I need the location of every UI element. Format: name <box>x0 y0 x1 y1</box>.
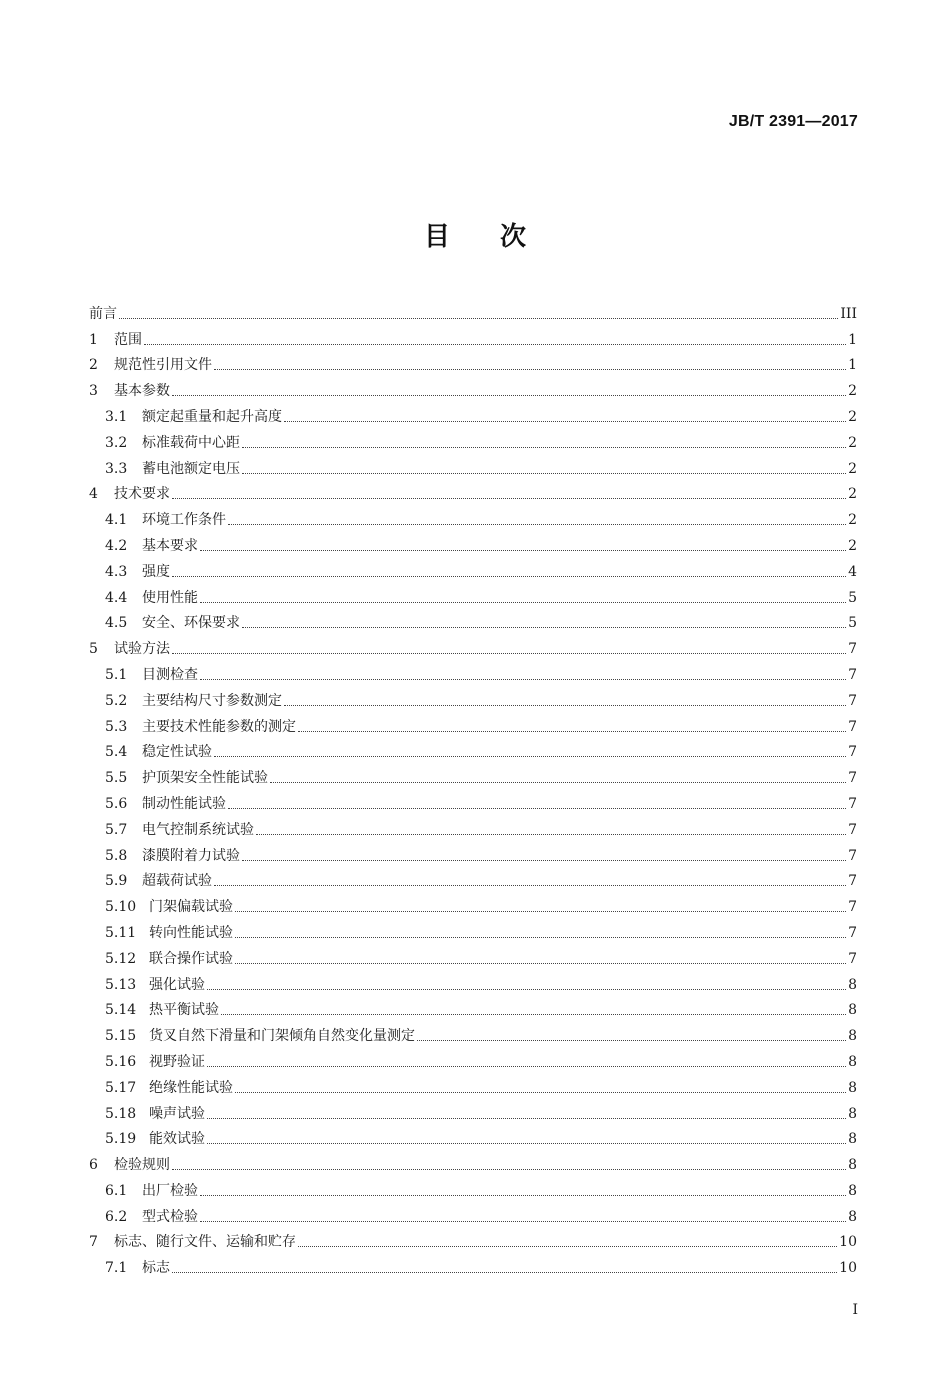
toc-entry[interactable] <box>89 1123 857 1149</box>
toc-entry-page: 2 <box>848 383 857 400</box>
toc-dot-leader <box>298 731 846 732</box>
toc-entry[interactable] <box>89 581 857 607</box>
toc-entry-page: 5 <box>848 589 857 606</box>
toc-entry-label: 门架偏载试验 <box>149 899 233 916</box>
toc-entry[interactable] <box>89 555 857 581</box>
toc-entry-number: 5.7 <box>105 821 128 838</box>
toc-dot-leader <box>172 395 846 396</box>
toc-entry-page: 8 <box>848 976 857 993</box>
toc-entry-page: 8 <box>848 1028 857 1045</box>
toc-entry-page: III <box>840 305 857 322</box>
toc-entry-label: 噪声试验 <box>149 1105 205 1122</box>
toc-entry-page: 2 <box>848 512 857 529</box>
toc-entry-number: 5.11 <box>105 924 137 941</box>
toc-entry-number: 5.2 <box>105 692 128 709</box>
toc-entry-number: 5.5 <box>105 770 128 787</box>
toc-entry[interactable] <box>89 968 857 994</box>
toc-entry[interactable] <box>89 1148 857 1174</box>
toc-entry-number: 4.4 <box>105 589 128 606</box>
toc-entry[interactable] <box>89 1226 857 1252</box>
toc-entry-label: 基本要求 <box>142 537 198 554</box>
toc-entry[interactable] <box>89 478 857 504</box>
toc-entry-page: 10 <box>839 1234 857 1251</box>
toc-dot-leader <box>242 473 846 474</box>
toc-dot-leader <box>144 344 846 345</box>
toc-entry[interactable] <box>89 890 857 916</box>
toc-entry-number: 3 <box>89 383 98 400</box>
toc-entry-page: 8 <box>848 1053 857 1070</box>
toc-entry-number: 7 <box>89 1234 98 1251</box>
toc-entry-label: 货叉自然下滑量和门架倾角自然变化量测定 <box>149 1028 415 1045</box>
toc-entry[interactable] <box>89 865 857 891</box>
toc-entry[interactable] <box>89 1251 857 1277</box>
toc-entry-page: 7 <box>848 821 857 838</box>
toc-entry-label: 稳定性试验 <box>142 744 212 761</box>
toc-entry[interactable] <box>89 1071 857 1097</box>
toc-entry-number: 4.2 <box>105 537 128 554</box>
toc-entry-page: 8 <box>848 1002 857 1019</box>
toc-entry-label: 制动性能试验 <box>142 795 226 812</box>
toc-entry-number: 3.1 <box>105 408 128 425</box>
page-title <box>0 216 950 253</box>
toc-entry[interactable] <box>89 916 857 942</box>
toc-entry-label: 范围 <box>114 331 142 348</box>
toc-dot-leader <box>214 756 846 757</box>
toc-entry-page: 7 <box>848 795 857 812</box>
toc-entry[interactable] <box>89 736 857 762</box>
toc-entry-number: 6.1 <box>105 1182 128 1199</box>
toc-entry[interactable] <box>89 452 857 478</box>
toc-dot-leader <box>242 447 846 448</box>
toc-entry-page: 7 <box>848 718 857 735</box>
toc-entry-label: 能效试验 <box>149 1131 205 1148</box>
toc-entry-page: 7 <box>848 770 857 787</box>
toc-entry-number: 5.13 <box>105 976 137 993</box>
toc-entry-page: 7 <box>848 744 857 761</box>
toc-dot-leader <box>200 550 846 551</box>
toc-entry-label: 电气控制系统试验 <box>142 821 254 838</box>
toc-entry-label: 额定起重量和起升高度 <box>142 408 282 425</box>
toc-dot-leader <box>172 1272 837 1273</box>
toc-entry-number: 3.3 <box>105 460 128 477</box>
toc-entry-page: 2 <box>848 434 857 451</box>
toc-dot-leader <box>119 318 838 319</box>
toc-entry-page: 7 <box>848 950 857 967</box>
toc-entry-number: 5.18 <box>105 1105 137 1122</box>
toc-entry-number: 5.9 <box>105 873 128 890</box>
toc-entry-number: 5.15 <box>105 1028 137 1045</box>
toc-entry-number: 5.14 <box>105 1002 137 1019</box>
toc-entry[interactable] <box>89 658 857 684</box>
toc-entry-page: 7 <box>848 873 857 890</box>
toc-dot-leader <box>235 937 846 938</box>
toc-entry-number: 2 <box>89 357 98 374</box>
toc-entry-page: 7 <box>848 899 857 916</box>
toc-entry-page: 8 <box>848 1182 857 1199</box>
toc-dot-leader <box>207 1066 846 1067</box>
toc-entry-number: 6 <box>89 1157 98 1174</box>
toc-entry-number: 5.4 <box>105 744 128 761</box>
toc-entry-page: 4 <box>848 563 857 580</box>
toc-entry-page: 7 <box>848 641 857 658</box>
toc-entry[interactable] <box>89 1097 857 1123</box>
toc-entry[interactable] <box>89 323 857 349</box>
toc-entry[interactable] <box>89 684 857 710</box>
toc-entry-page: 2 <box>848 537 857 554</box>
toc-entry-number: 5.8 <box>105 847 128 864</box>
toc-dot-leader <box>235 1092 846 1093</box>
toc-entry-number: 5.16 <box>105 1053 137 1070</box>
toc-dot-leader <box>200 679 846 680</box>
toc-entry-label: 护顶架安全性能试验 <box>142 770 268 787</box>
toc-dot-leader <box>200 602 846 603</box>
toc-entry[interactable] <box>89 607 857 633</box>
toc-entry-number: 4.3 <box>105 563 128 580</box>
toc-entry-number: 5.6 <box>105 795 128 812</box>
toc-entry-label: 转向性能试验 <box>149 924 233 941</box>
toc-entry-number: 5.1 <box>105 666 128 683</box>
toc-entry-number: 3.2 <box>105 434 128 451</box>
toc-dot-leader <box>172 1169 846 1170</box>
toc-entry-page: 1 <box>848 331 857 348</box>
toc-entry-number: 4.1 <box>105 512 128 529</box>
toc-entry-label: 标志 <box>142 1260 170 1277</box>
toc-entry-label: 主要技术性能参数的测定 <box>142 718 296 735</box>
toc-entry-number: 5 <box>89 641 98 658</box>
toc-entry-page: 8 <box>848 1157 857 1174</box>
toc-entry-label: 型式检验 <box>142 1208 198 1225</box>
toc-entry-number: 1 <box>89 331 98 348</box>
toc-entry-label: 使用性能 <box>142 589 198 606</box>
toc-dot-leader <box>270 782 846 783</box>
toc-entry-label: 视野验证 <box>149 1053 205 1070</box>
toc-entry-number: 5.19 <box>105 1131 137 1148</box>
toc-entry-page: 5 <box>848 615 857 632</box>
toc-entry[interactable] <box>89 503 857 529</box>
toc-entry[interactable] <box>89 297 857 323</box>
toc-dot-leader <box>228 808 846 809</box>
toc-dot-leader <box>284 705 846 706</box>
toc-entry-page: 7 <box>848 666 857 683</box>
toc-entry[interactable] <box>89 1174 857 1200</box>
toc-entry[interactable] <box>89 1019 857 1045</box>
toc-entry[interactable] <box>89 426 857 452</box>
toc-entry-label: 标准载荷中心距 <box>142 434 240 451</box>
toc-entry-page: 7 <box>848 924 857 941</box>
title-char-2: 次 <box>500 222 527 252</box>
toc-entry-page: 8 <box>848 1131 857 1148</box>
toc-dot-leader <box>235 963 846 964</box>
toc-entry-label: 超载荷试验 <box>142 873 212 890</box>
toc-entry-label: 主要结构尺寸参数测定 <box>142 692 282 709</box>
toc-entry[interactable] <box>89 632 857 658</box>
toc-entry-label: 基本参数 <box>114 383 170 400</box>
toc-entry-label: 强化试验 <box>149 976 205 993</box>
toc-entry[interactable] <box>89 839 857 865</box>
toc-entry[interactable] <box>89 787 857 813</box>
toc-entry-page: 2 <box>848 408 857 425</box>
toc-entry-label: 目测检查 <box>142 666 198 683</box>
toc-entry-label: 联合操作试验 <box>149 950 233 967</box>
toc-entry-number: 4 <box>89 486 98 503</box>
toc-entry[interactable] <box>89 529 857 555</box>
toc-entry[interactable] <box>89 400 857 426</box>
toc-dot-leader <box>207 1118 846 1119</box>
toc-entry-label: 安全、环保要求 <box>142 615 240 632</box>
toc-entry-label: 标志、随行文件、运输和贮存 <box>114 1234 296 1251</box>
toc-dot-leader <box>235 911 846 912</box>
toc-dot-leader <box>207 1143 846 1144</box>
toc-entry-number: 5.17 <box>105 1079 137 1096</box>
toc-dot-leader <box>214 369 846 370</box>
toc-entry-label: 试验方法 <box>114 641 170 658</box>
toc-dot-leader <box>417 1040 846 1041</box>
toc-entry[interactable] <box>89 1200 857 1226</box>
toc-entry-label: 检验规则 <box>114 1157 170 1174</box>
toc-dot-leader <box>256 834 846 835</box>
toc-entry-page: 8 <box>848 1105 857 1122</box>
toc-entry[interactable] <box>89 349 857 375</box>
toc-entry-page: 2 <box>848 486 857 503</box>
page-folio: I <box>852 1302 858 1318</box>
toc-entry-page: 2 <box>848 460 857 477</box>
toc-dot-leader <box>207 989 846 990</box>
toc-entry-label: 出厂检验 <box>142 1182 198 1199</box>
toc-entry-page: 7 <box>848 847 857 864</box>
toc-dot-leader <box>214 885 846 886</box>
toc-entry[interactable] <box>89 813 857 839</box>
toc-entry-label: 环境工作条件 <box>142 512 226 529</box>
toc-entry-label: 热平衡试验 <box>149 1002 219 1019</box>
toc-entry-label: 规范性引用文件 <box>114 357 212 374</box>
toc-entry-number: 5.3 <box>105 718 128 735</box>
standard-code: JB/T 2391—2017 <box>728 113 858 130</box>
table-of-contents <box>89 297 857 1277</box>
toc-dot-leader <box>172 498 846 499</box>
title-char-1: 目 <box>423 222 450 252</box>
toc-entry[interactable] <box>89 942 857 968</box>
toc-entry-page: 7 <box>848 692 857 709</box>
toc-dot-leader <box>284 421 846 422</box>
toc-entry[interactable] <box>89 1045 857 1071</box>
toc-entry[interactable] <box>89 710 857 736</box>
toc-entry-page: 8 <box>848 1079 857 1096</box>
toc-dot-leader <box>228 524 846 525</box>
toc-entry-number: 5.10 <box>105 899 137 916</box>
toc-entry[interactable] <box>89 374 857 400</box>
toc-dot-leader <box>172 576 846 577</box>
toc-dot-leader <box>200 1221 846 1222</box>
toc-entry-number: 4.5 <box>105 615 128 632</box>
toc-entry-label: 前言 <box>89 305 117 322</box>
toc-dot-leader <box>172 653 846 654</box>
toc-entry-label: 技术要求 <box>114 486 170 503</box>
toc-dot-leader <box>221 1014 846 1015</box>
toc-entry-label: 漆膜附着力试验 <box>142 847 240 864</box>
toc-entry-label: 强度 <box>142 563 170 580</box>
toc-entry-page: 8 <box>848 1208 857 1225</box>
toc-entry-page: 1 <box>848 357 857 374</box>
toc-dot-leader <box>298 1246 837 1247</box>
toc-dot-leader <box>242 860 846 861</box>
toc-entry[interactable] <box>89 761 857 787</box>
toc-entry-page: 10 <box>839 1260 857 1277</box>
toc-entry-number: 6.2 <box>105 1208 128 1225</box>
toc-entry[interactable] <box>89 994 857 1020</box>
toc-entry-number: 5.12 <box>105 950 137 967</box>
toc-dot-leader <box>242 627 846 628</box>
toc-entry-label: 绝缘性能试验 <box>149 1079 233 1096</box>
toc-dot-leader <box>200 1195 846 1196</box>
toc-entry-number: 7.1 <box>105 1260 128 1277</box>
toc-entry-label: 蓄电池额定电压 <box>142 460 240 477</box>
